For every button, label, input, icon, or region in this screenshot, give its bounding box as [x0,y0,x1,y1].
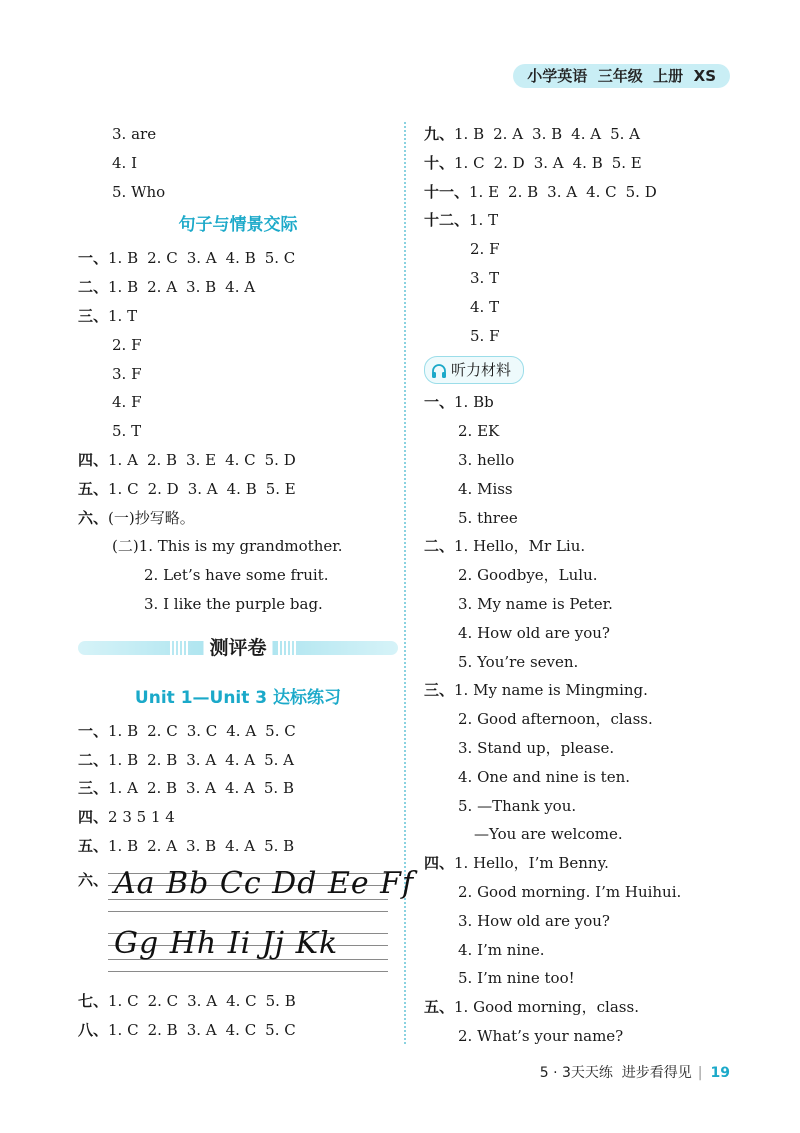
handwriting-row-2: Gg Hh Ii Jj Kk [108,925,388,983]
answer-item: 3. A [186,1020,217,1039]
answer-item: 5. E [611,153,642,172]
question-number: 一、 [78,249,109,268]
right-column [424,120,754,1051]
answer-line [78,446,398,475]
listening-line: 5. three [458,508,518,527]
answer-line [424,178,754,207]
listening-line: 一、1. Bb [424,388,754,417]
listening-line: 2. What’s your name? [458,1026,624,1045]
answer-item: 3. A [186,249,217,268]
question-number: 十一、 [424,182,470,201]
section-title-unit-test: Unit 1—Unit 3 达标练习 [134,687,342,708]
answer-item: 4. A [226,721,257,740]
answer-line [78,717,398,746]
answer-item: 1. E [469,182,500,201]
answer-item: 5. B [265,991,296,1010]
answer-item: 3. C [186,721,218,740]
listening-line: 4. How old are you? [458,623,610,642]
test-paper-banner [78,623,398,679]
answer-line: 5. Who [112,182,166,201]
answer-line [78,417,398,446]
answer-item: 3. A [186,750,217,769]
question-number: 三、 [78,779,109,798]
question-number: 八、 [78,1020,109,1039]
question-number: 二、 [78,750,109,769]
answer-item: 4. B [226,479,257,498]
listening-line: 二、1. Hello，Mr Liu. [424,532,754,561]
listening-line: 4. Miss [458,479,513,498]
answer-line: 2. F [470,240,500,259]
answer-item: 2. B [508,182,539,201]
question-number: 一、 [424,393,455,412]
question-number: 十二、 [424,211,470,230]
listening-line: 5. —Thank you. [458,796,577,815]
question-number: 九、 [424,125,455,143]
answer-item: 4. A [225,278,256,297]
answer-item: 1. B [108,721,139,740]
answer-item: 2. D [147,479,179,498]
answer-item: 5. C [264,249,296,268]
answer-item: 2. B [147,750,178,769]
answer-item: 5. A [610,125,640,143]
answer-item: 3. B [532,125,563,143]
listening-line: 2. EK [458,422,500,441]
answer-line [78,746,398,775]
listening-line: 3. How old are you? [458,911,610,930]
question-number: 十、 [424,153,455,172]
answer-item: 2 3 5 1 4 [108,808,175,827]
listening-line: 3. My name is Peter. [458,594,613,613]
answer-item: 2. F [112,335,142,354]
answer-item: 1. B [108,249,139,268]
question-number: 五、 [78,836,109,855]
question-number: 四、 [78,808,109,827]
handwriting-row-1: Aa Bb Cc Dd Ee Ff [108,865,388,923]
page-footer: 5 · 3天天练 进步看得见 | 19 [539,1065,730,1081]
answer-item: 4. A [225,750,256,769]
section-title-sentences: 句子与情景交际 [178,215,298,236]
answer-item: 4. B [225,249,256,268]
answer-item: 5. B [264,836,295,855]
question-number: 四、 [78,450,109,469]
answer-item: 5. B [263,779,294,798]
answer-item: 1. A [108,779,138,798]
answer-item: 1. C [454,153,485,172]
answer-item: 4. A [224,779,255,798]
listening-line: 三、1. My name is Mingming. [424,676,754,705]
question-number: 七、 [78,991,109,1010]
question-number: 三、 [424,681,455,700]
answer-line: 4. T [470,297,500,316]
question-number: 六、 [78,508,109,527]
answer-item: 4. C [226,991,257,1010]
answer-item: 2. B [147,1020,178,1039]
answer-line [78,832,398,861]
listening-line: 5. You’re seven. [458,652,579,671]
answer-line: 3. are [112,125,157,143]
answer-item: 4. A [225,836,256,855]
answer-item: 5. T [112,422,142,441]
answer-item: 2. D [493,153,525,172]
answer-line [78,987,398,1016]
answer-item: 1. C [108,479,139,498]
question-number: 四、 [424,854,455,873]
answer-item: 2. B [146,779,178,798]
answer-item: 4. C [225,1020,257,1039]
answer-item: 2. C [147,991,179,1010]
page-number: 19 [710,1065,730,1081]
answer-item: 4. A [571,125,602,143]
answer-item: 3. F [112,364,142,383]
answer-item: 3. B [186,278,217,297]
answer-item: 1. C [108,1020,139,1039]
column-divider [404,122,406,1044]
question-number: 三、 [78,306,109,325]
answer-line [424,120,754,149]
question-number: 二、 [78,278,109,297]
answer-line [78,774,398,803]
answer-line [78,504,398,533]
listening-line: 4. I’m nine. [458,940,545,959]
answer-line: 4. I [112,153,138,172]
headphones-icon [431,363,447,379]
answer-line [78,360,398,389]
answer-line [78,331,398,360]
answer-item: 5. C [265,721,296,740]
answer-item: (一)抄写略。 [108,508,195,527]
answer-item: 1. B [454,125,485,143]
answer-line [78,475,398,504]
question-number: 五、 [424,998,455,1017]
listening-line: 五、1. Good morning，class. [424,993,754,1022]
answer-line: 3. I like the purple bag. [144,594,323,613]
listening-line: 四、1. Hello，I’m Benny. [424,849,754,878]
answer-item: 1. B [108,278,139,297]
answer-item: 4. B [572,153,603,172]
listening-line: 2. Good morning. I’m Huihui. [458,882,682,901]
answer-item: 5. E [265,479,296,498]
answer-item: 2. C [147,249,178,268]
listening-line: 5. I’m nine too! [458,969,575,988]
answer-line [78,302,398,331]
answer-item: 1. A [108,450,138,469]
answer-line [78,273,398,302]
answer-line [78,1016,398,1045]
answer-item: 2. C [147,721,178,740]
answer-item: 3. A [186,779,216,798]
answer-item: 4. C [225,450,256,469]
answer-item: 5. D [264,450,296,469]
question-number: 二、 [424,537,455,556]
question-number: 五、 [78,479,109,498]
answer-item: 1. C [108,991,139,1010]
listening-line: —You are welcome. [474,825,623,844]
answer-line [78,803,398,832]
listening-line: 3. Stand up，please. [458,738,615,757]
question-number: 一、 [78,721,109,740]
answer-line: 2. Let’s have some fruit. [144,566,329,585]
answer-item: 3. A [547,182,578,201]
answer-item: 1. B [108,750,139,769]
answer-line: 3. T [470,268,500,287]
listening-line: 2. Good afternoon，class. [458,710,653,729]
answer-line: 5. F [470,326,500,345]
answer-line [424,149,754,178]
banner-title: 测评卷 [203,633,272,663]
answer-item: 5. D [625,182,657,201]
answer-item: 4. F [112,393,142,412]
answer-item: 5. C [265,1020,296,1039]
answer-item: 1. B [108,836,139,855]
answer-item: 2. A [493,125,524,143]
handwriting-block: 六、 Aa Bb Cc Dd Ee Ff Gg Hh Ii Jj Kk [78,861,398,987]
answer-item: 2. A [147,836,178,855]
listening-material-tag: 听力材料 [424,356,524,384]
answer-item: 4. C [586,182,617,201]
answer-item: 2. A [147,278,178,297]
answer-item: 1. T [108,306,138,325]
header-badge: 小学英语 三年级 上册 XS [513,64,730,88]
answer-line [424,206,754,235]
answer-item: 2. B [146,450,178,469]
listening-line: 4. One and nine is ten. [458,767,631,786]
answer-line [78,388,398,417]
answer-item: 5. A [264,750,294,769]
answer-item: 3. A [187,991,218,1010]
answer-item: 3. B [186,836,217,855]
answer-line: (二)1. This is my grandmother. [112,537,343,556]
answer-item: 3. A [187,479,218,498]
answer-line [78,244,398,273]
listening-line: 3. hello [458,450,515,469]
answer-item: 3. A [533,153,564,172]
answer-item: 3. E [186,450,217,469]
answer-item: 1. T [469,211,499,230]
left-column [78,120,415,1044]
listening-line: 2. Goodbye，Lulu. [458,566,598,585]
